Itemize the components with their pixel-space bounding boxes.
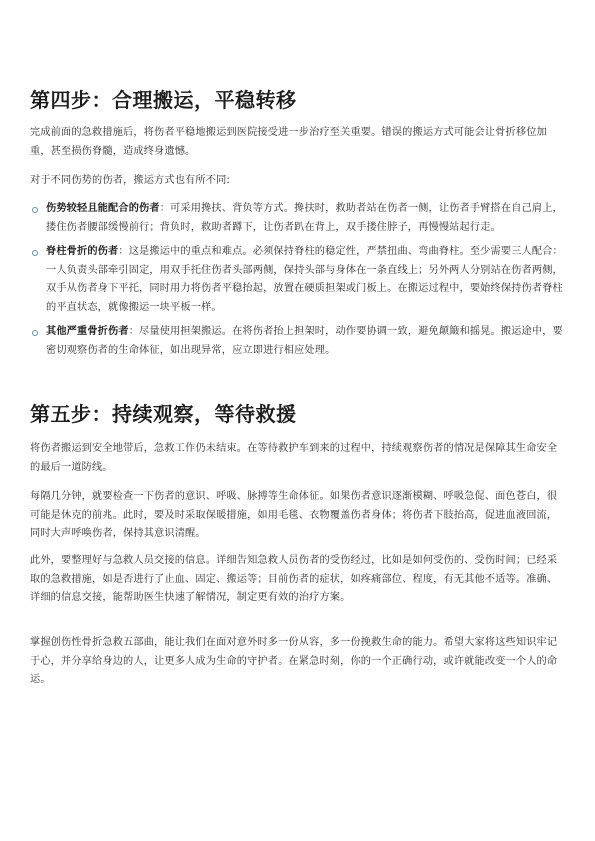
step5-paragraph: 将伤者搬运到安全地带后，急救工作仍未结束。在等待救护车到来的过程中，持续观察伤者的情况是保障其生命安全的最后一道防线。 <box>30 443 558 473</box>
step5-heading: 第五步：持续观察，等待救援 <box>30 402 297 426</box>
step5-paragraph: 掌握创伤性骨折急救五部曲，能让我们在面对意外时多一份从容，多一份挽救生命的能力。希望大家将这些知识牢记于心，并分享给身边的人，让更多人成为生命的守护者。在紧急时刻，你的一个正确行动，或许就能改变一个人的命运。 <box>30 637 558 685</box>
circle-bullet-icon <box>32 250 38 256</box>
step4-lead-block <box>30 172 565 191</box>
step5-paragraph-1-block <box>30 440 565 477</box>
step5-paragraph-4-block <box>30 634 565 690</box>
list-item-term: 伤势较轻且能配合的伤者 <box>46 203 160 214</box>
step4-lead: 对于不同伤势的伤者，搬运方式也有所不同: <box>30 175 230 186</box>
list-item <box>30 200 565 237</box>
list-item-text: ：可采用搀扶、背负等方式。搀扶时，救助者站在伤者一侧，让伤者手臂搭在自己肩上，搂住伤者腰部缓慢前行；背负时，救助者蹲下，让伤者趴在背上，双手搂住脖子，再慢慢站起行走。 <box>46 203 563 233</box>
step5-paragraph: 每隔几分钟，就要检查一下伤者的意识、呼吸、脉搏等生命体征。如果伤者意识逐渐模糊、呼吸急促、面色苍白，很可能是休克的前兆。此时，要及时采取保暖措施，如用毛毯、衣物覆盖伤者身体；将伤者下肢抬高，促进血液回流，同时大声呼唤伤者，保持其意识清醒。 <box>30 491 558 539</box>
list-item-text: ：这是搬运中的重点和难点。必须保持脊柱的稳定性，严禁扭曲、弯曲脊柱。至少需要三人配合：一人负责头部牵引固定，用双手托住伤者头部两侧，保持头部与身体在一条直线上；另外两人分别站在伤者两侧，双手从伤者身下平托，同时用力将伤者平稳抬起，放置在硬质担架或门板上。在搬运过程中，要始终保持伤者脊柱的平直状态，就像搬运一块平板一样。 <box>46 246 563 313</box>
step5-paragraph-2-block <box>30 488 565 544</box>
list-item-term: 其他严重骨折伤者 <box>46 326 129 337</box>
step4-intro: 完成前面的急救措施后，将伤者平稳地搬运到医院接受进一步治疗至关重要。错误的搬运方式可能会让骨折移位加重，甚至损伤脊髓，造成终身遗憾。 <box>30 127 547 157</box>
step5-paragraph-3-block <box>30 552 565 608</box>
circle-bullet-icon <box>32 207 38 213</box>
step4-heading: 第四步：合理搬运，平稳转移 <box>30 88 297 112</box>
carry-methods-list <box>30 200 565 360</box>
step5-paragraph: 此外，要整理好与急救人员交接的信息。详细告知急救人员伤者的受伤经过，比如是如何受伤的、受伤时间；已经采取的急救措施，如是否进行了止血、固定、搬运等；目前伤者的症状，如疼痛部位、程度，有无其他不适等。准确、详细的信息交接，能帮助医生快速了解情况，制定更有效的治疗方案。 <box>30 555 558 603</box>
list-item <box>30 243 565 317</box>
list-item <box>30 323 565 360</box>
list-item-text: ：尽量使用担架搬运。在将伤者抬上担架时，动作要协调一致，避免颠簸和摇晃。搬运途中，要密切观察伤者的生命体征，如出现异常，应立即进行相应处理。 <box>46 326 563 356</box>
list-item-term: 脊柱骨折的伤者 <box>46 246 119 257</box>
circle-bullet-icon <box>32 330 38 336</box>
step4-intro-block <box>30 124 565 161</box>
step4-list-block <box>30 200 565 366</box>
